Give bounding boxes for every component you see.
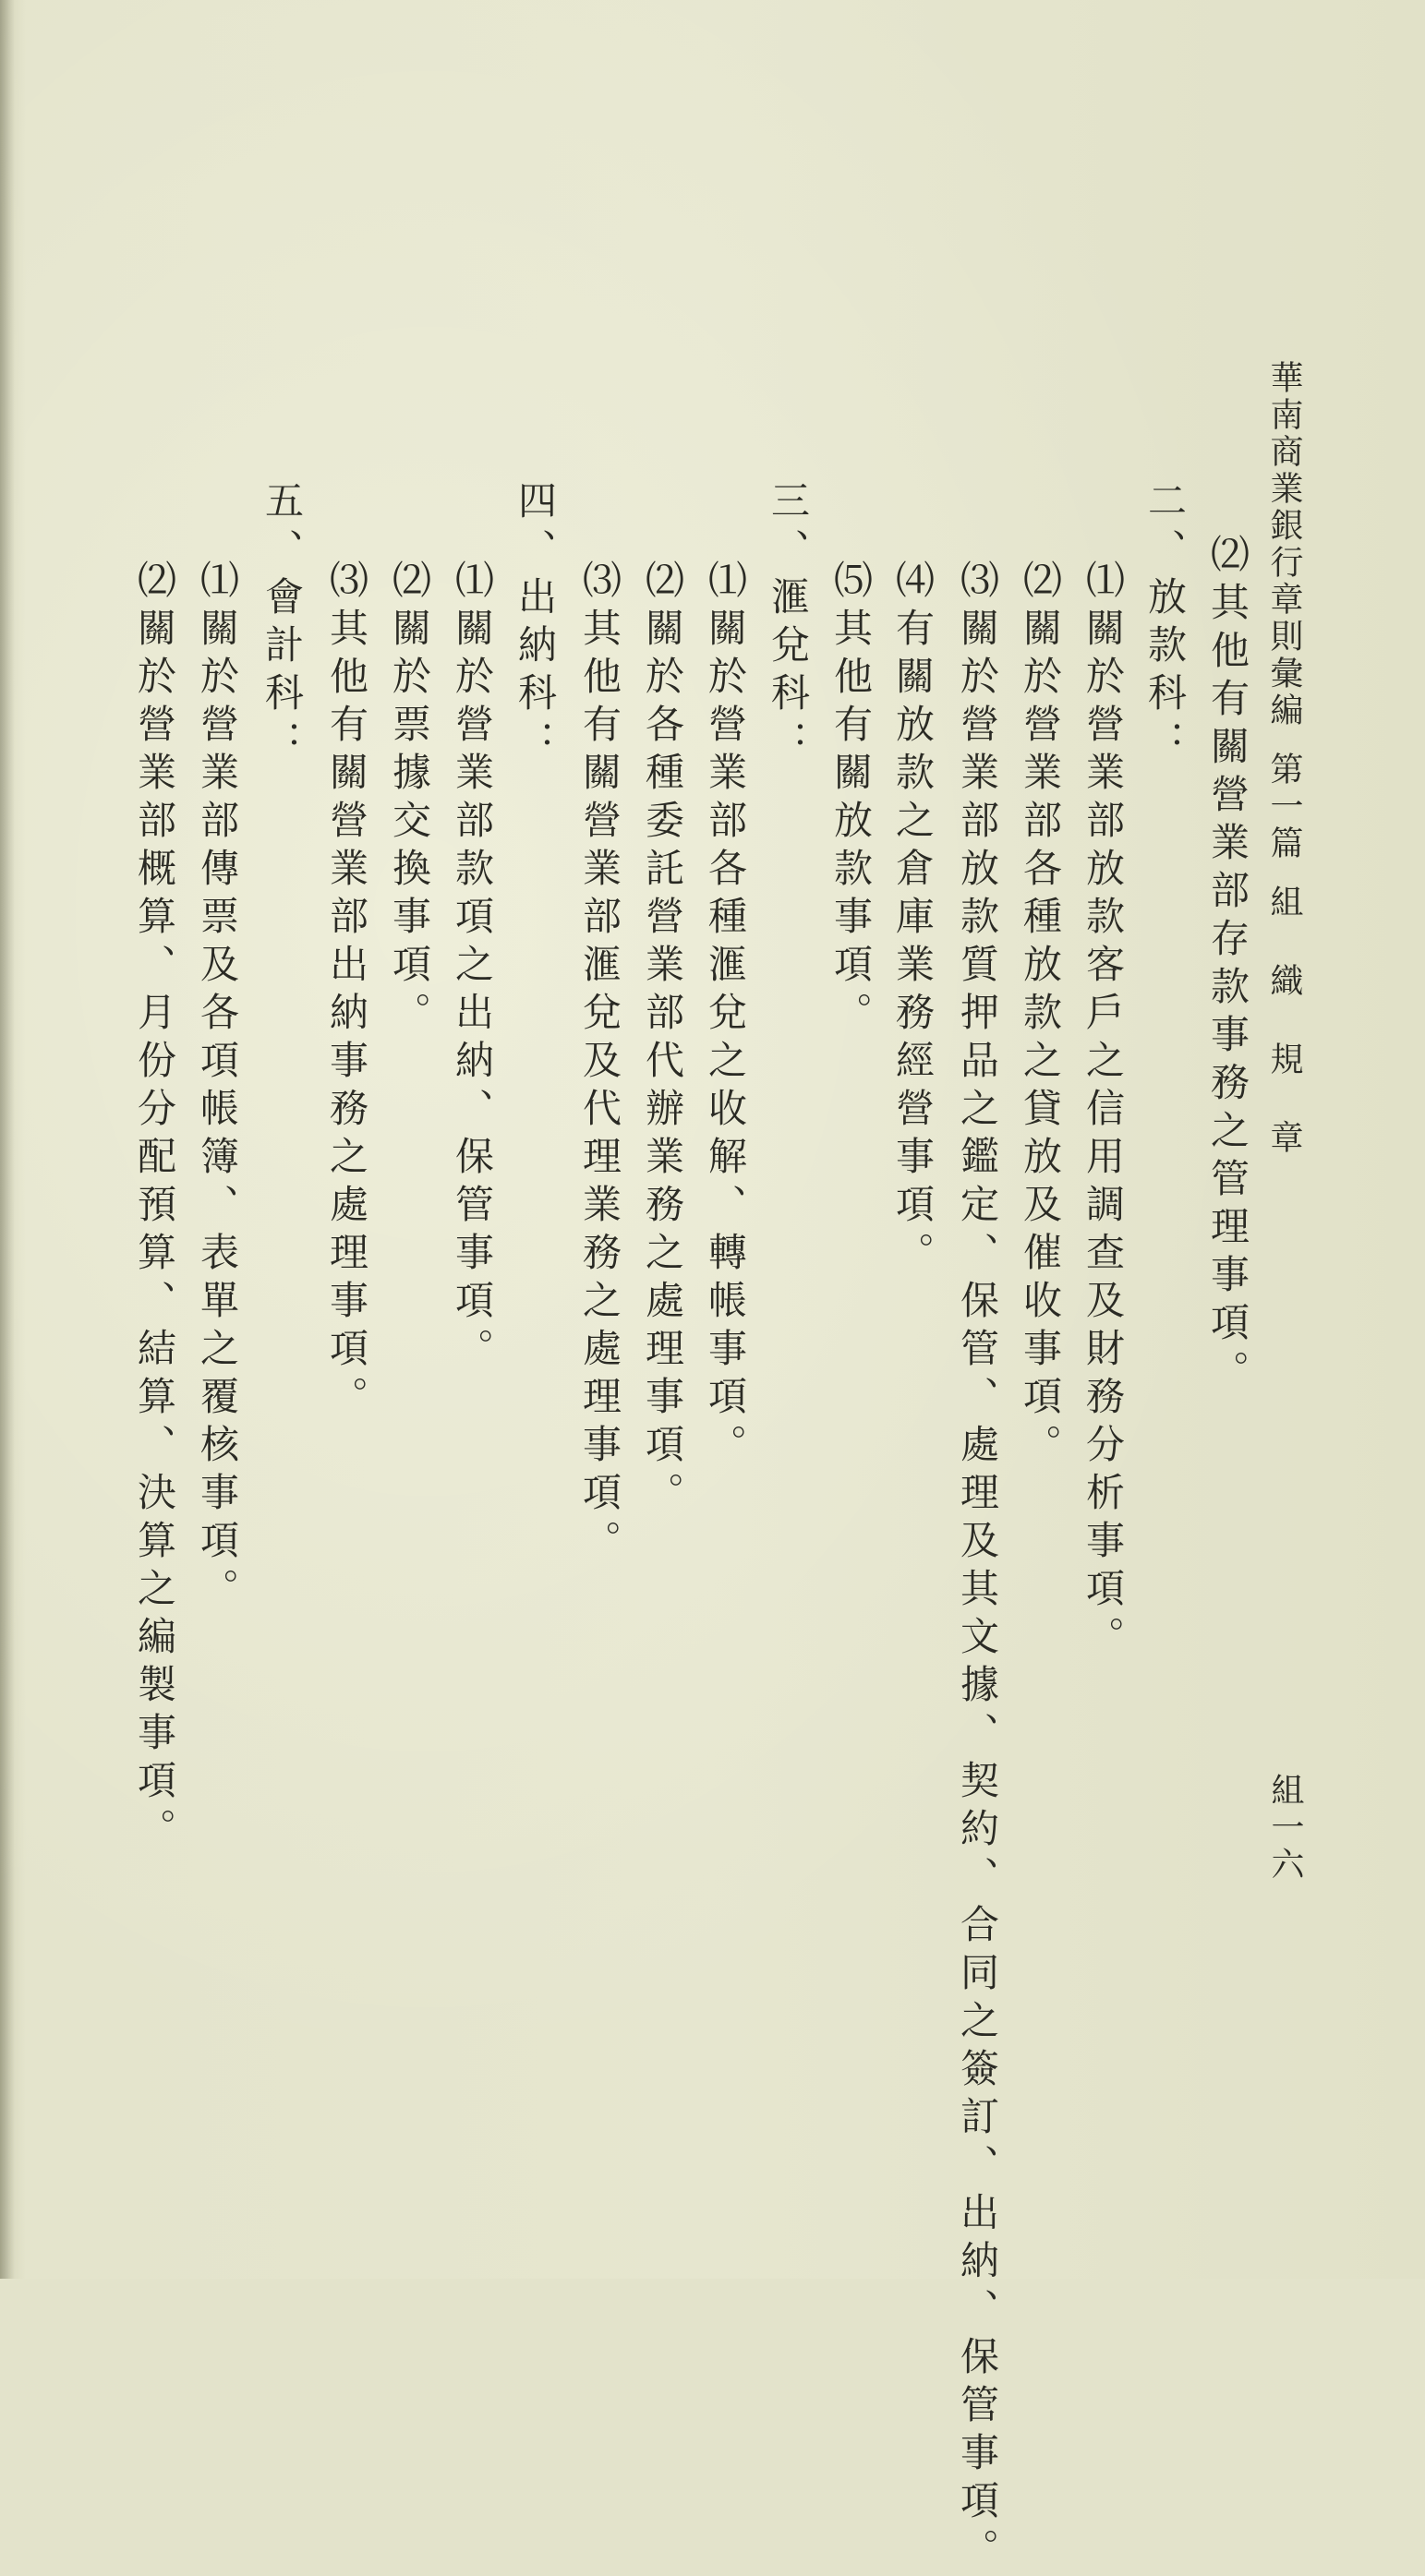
section-heading: 三、滙兌科：: [766, 480, 811, 768]
text-column: ⑴關於營業部各種滙兌之收解、轉帳事項。: [703, 560, 748, 1472]
section-heading: 四、出納科：: [513, 480, 558, 768]
text-column: ⑶其他有關營業部滙兌及代理業務之處理事項。: [577, 560, 622, 1568]
binding-shadow: [0, 0, 15, 2279]
chapter-label: 第一篇: [1265, 752, 1303, 862]
section-heading: 五、會計科：: [260, 480, 305, 768]
section-label: 組 織 規 章: [1265, 885, 1303, 1157]
text-column: ⑷有關放款之倉庫業務經營事項。: [890, 560, 936, 1280]
text-column: ⑵關於票據交換事項。: [387, 560, 432, 1040]
text-column: ⑴關於營業部款項之出納、保管事項。: [450, 560, 495, 1376]
page-number: 組一六: [1266, 1773, 1304, 1884]
text-column: ⑵關於營業部概算、月份分配預算、結算、決算之編製事項。: [132, 560, 177, 1856]
text-column: ⑵其他有關營業部存款事務之管理事項。: [1205, 534, 1250, 1398]
running-header: [1265, 360, 1303, 1157]
text-column: ⑶其他有關營業部出納事務之處理事項。: [324, 560, 369, 1424]
text-column: ⑴關於營業部傳票及各項帳簿、表單之覆核事項。: [195, 560, 240, 1616]
text-column: ⑵關於營業部各種放款之貸放及催收事項。: [1018, 560, 1063, 1472]
section-heading: 二、放款科：: [1142, 480, 1188, 768]
book-title: 華南商業銀行章則彙編: [1265, 360, 1303, 729]
text-column: ⑶關於營業部放款質押品之鑑定、保管、處理及其文據、契約、合同之簽訂、出納、保管事項。: [955, 560, 1000, 2576]
text-column: ⑴關於營業部放款客戶之信用調查及財務分析事項。: [1081, 560, 1126, 1664]
text-column: ⑵關於各種委託營業部代辦業務之處理事項。: [640, 560, 685, 1520]
text-column: ⑸其他有關放款事項。: [828, 560, 874, 1040]
